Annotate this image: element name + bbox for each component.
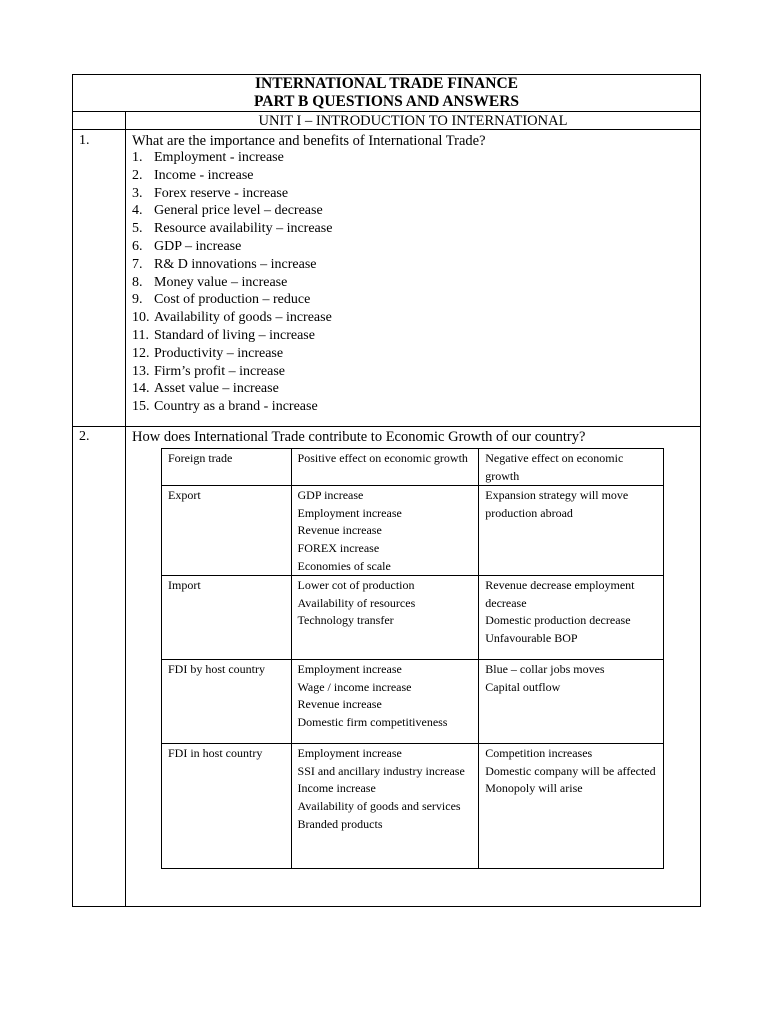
list-item-number: 5. — [132, 221, 143, 237]
table-row — [162, 660, 664, 744]
list-item-number: 6. — [132, 238, 143, 254]
list-item-text: Availability of goods – increase — [154, 310, 332, 326]
table-cell-negative-effect — [479, 660, 664, 744]
effect-line: Revenue decrease employment decrease — [485, 578, 635, 610]
effect-line: Revenue increase — [297, 523, 382, 538]
question-1-number: 1. — [79, 133, 90, 148]
list-item-text: Income - increase — [154, 167, 254, 183]
list-item-number: 10. — [132, 310, 150, 326]
qa-sheet — [72, 74, 701, 907]
table-cell-negative-effect — [479, 486, 664, 576]
list-item-text: General price level – decrease — [154, 203, 323, 219]
list-item-number: 13. — [132, 363, 150, 379]
question-1-answer-list — [132, 149, 332, 416]
effect-line: Domestic company will be affected — [485, 763, 656, 778]
effect-line: Unfavourable BOP — [485, 630, 578, 645]
effect-line: Monopoly will arise — [485, 781, 583, 796]
list-item — [132, 185, 332, 203]
list-item-number: 12. — [132, 345, 150, 361]
list-item-number: 11. — [132, 327, 149, 343]
list-item — [132, 220, 332, 238]
list-item-text: Productivity – increase — [154, 345, 284, 361]
effect-line: Employment increase — [297, 662, 402, 677]
list-item-number: 15. — [132, 399, 150, 415]
list-item-text: Country as a brand - increase — [154, 399, 318, 415]
list-item-text: R& D innovations – increase — [154, 256, 317, 272]
effect-line: Availability of goods and services — [297, 798, 461, 813]
list-item — [132, 238, 332, 256]
list-item — [132, 363, 332, 381]
list-item — [132, 256, 332, 274]
list-item-text: Standard of living – increase — [154, 327, 315, 343]
header-negative-effect: Negative effect on economic growth — [479, 449, 664, 486]
list-item-text: Resource availability – increase — [154, 221, 333, 237]
list-item — [132, 274, 332, 292]
list-item — [132, 291, 332, 309]
list-item-number: 4. — [132, 203, 143, 219]
effect-line: Revenue increase — [297, 697, 382, 712]
list-item-number: 1. — [132, 150, 143, 165]
list-item-text: Employment - increase — [154, 150, 284, 165]
table-cell-positive-effect — [291, 744, 479, 869]
list-item-number: 3. — [132, 185, 143, 201]
effect-line: Availability of resources — [297, 595, 416, 610]
unit-heading: UNIT I – INTRODUCTION TO INTERNATIONAL — [258, 113, 568, 129]
effect-line: FOREX increase — [297, 540, 380, 555]
question-2-number: 2. — [79, 429, 90, 444]
effect-line: Branded products — [297, 816, 383, 831]
list-item-number: 2. — [132, 167, 143, 183]
table-cell-foreign-trade: Import — [162, 576, 292, 660]
effect-line: Wage / income increase — [297, 679, 412, 694]
effect-line: Blue – collar jobs moves — [485, 662, 605, 677]
document-subtitle: PART B QUESTIONS AND ANSWERS — [253, 93, 520, 110]
question-divider — [73, 426, 700, 427]
unit-divider — [73, 129, 700, 130]
effect-line: GDP increase — [297, 488, 364, 503]
effect-line: Capital outflow — [485, 679, 561, 694]
table-cell-foreign-trade: FDI in host country — [162, 744, 292, 869]
effect-line: Competition increases — [485, 746, 593, 761]
table-row — [162, 576, 664, 660]
table-cell-positive-effect — [291, 576, 479, 660]
list-item-text: Money value – increase — [154, 274, 288, 290]
effect-line: Expansion strategy will move production abroad — [485, 488, 629, 520]
list-item — [132, 380, 332, 398]
list-item — [132, 202, 332, 220]
effect-line: Domestic production decrease — [485, 613, 631, 628]
table-cell-positive-effect — [291, 486, 479, 576]
question-2-text: How does International Trade contribute to Economic Growth of our country? — [132, 429, 586, 445]
header-positive-effect: Positive effect on economic growth — [291, 449, 479, 486]
list-item-text: Cost of production – reduce — [154, 292, 311, 308]
list-item — [132, 398, 332, 416]
list-item-number: 9. — [132, 292, 143, 308]
effect-line: Technology transfer — [297, 613, 394, 628]
list-item — [132, 345, 332, 363]
effect-line: SSI and ancillary industry increase — [297, 763, 465, 778]
list-item — [132, 149, 332, 167]
list-item-text: Forex reserve - increase — [154, 185, 289, 201]
table-cell-foreign-trade: FDI by host country — [162, 660, 292, 744]
question-1-text: What are the importance and benefits of International Trade? — [132, 133, 486, 149]
trade-effects-table — [161, 448, 664, 869]
list-item — [132, 327, 332, 345]
list-item-text: Firm’s profit – increase — [154, 363, 286, 379]
list-item-number: 14. — [132, 381, 150, 397]
list-item-number: 7. — [132, 256, 143, 272]
table-header-row — [162, 449, 664, 486]
document-title: INTERNATIONAL TRADE FINANCE — [255, 75, 518, 92]
list-item — [132, 309, 332, 327]
number-column-divider — [125, 111, 126, 907]
effect-line: Income increase — [297, 781, 376, 796]
effect-line: Employment increase — [297, 505, 402, 520]
header-foreign-trade: Foreign trade — [162, 449, 292, 486]
list-item-text: GDP – increase — [154, 238, 242, 254]
table-cell-negative-effect — [479, 576, 664, 660]
effect-line: Domestic firm competitiveness — [297, 714, 448, 729]
table-cell-positive-effect — [291, 660, 479, 744]
effect-line: Economies of scale — [297, 558, 391, 573]
list-item — [132, 167, 332, 185]
table-cell-foreign-trade: Export — [162, 486, 292, 576]
list-item-number: 8. — [132, 274, 143, 290]
list-item-text: Asset value – increase — [154, 381, 279, 397]
table-row — [162, 486, 664, 576]
table-row — [162, 744, 664, 869]
table-cell-negative-effect — [479, 744, 664, 869]
effect-line: Lower cot of production — [297, 578, 415, 593]
effect-line: Employment increase — [297, 746, 402, 761]
